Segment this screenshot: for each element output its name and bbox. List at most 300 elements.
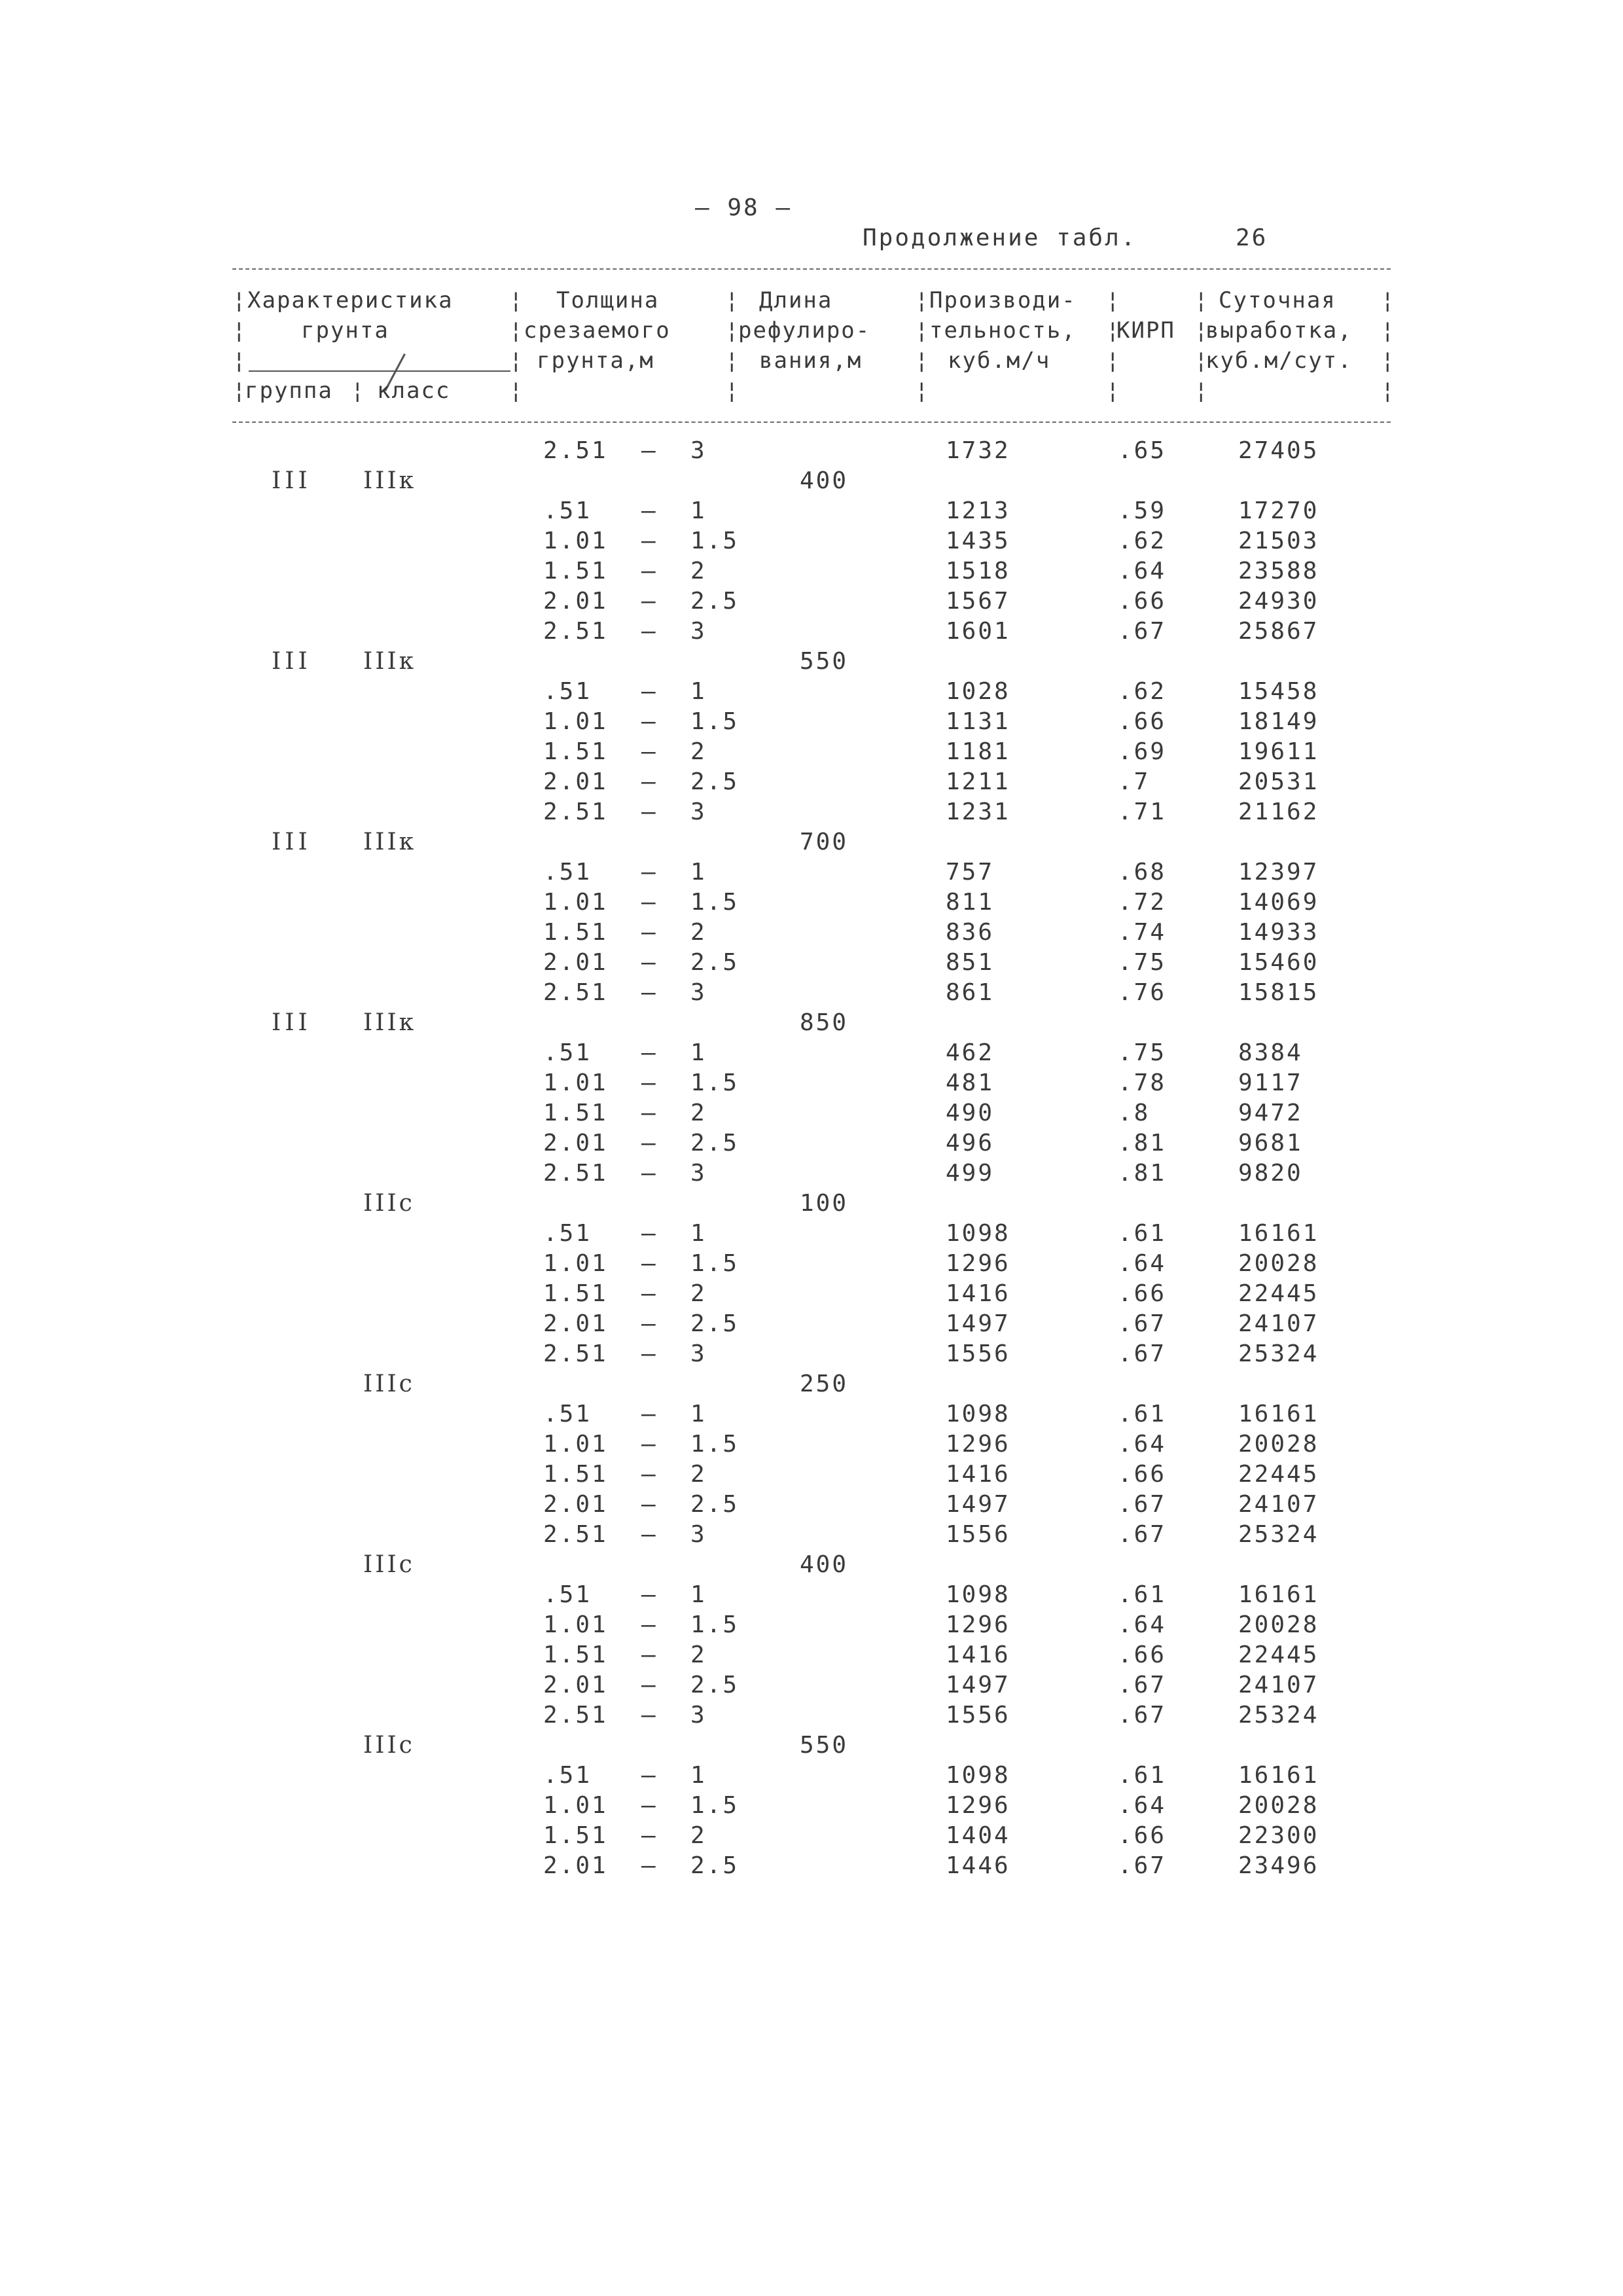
header-soil-label (301, 315, 389, 346)
daily-output: 18149 (1238, 708, 1319, 735)
kirp: .67 (1118, 1491, 1167, 1518)
thickness-from: 2.01 (543, 768, 608, 795)
header-text: тельность, (929, 317, 1077, 344)
thickness-to: 2 (690, 1100, 707, 1126)
thickness-to: 1 (690, 1581, 707, 1608)
daily-output: 24107 (1238, 1491, 1319, 1518)
daily-output: 22300 (1238, 1822, 1319, 1849)
table-row (0, 1100, 1623, 1130)
range-dash: – (641, 1069, 658, 1096)
range-dash: – (641, 1702, 658, 1729)
kirp: .65 (1118, 437, 1167, 464)
column-separator: ¦ ¦ ¦ ¦ (1106, 287, 1120, 404)
thickness-from: 1.51 (543, 1641, 608, 1668)
thickness-to: 2 (690, 738, 707, 765)
productivity: 1098 (946, 1220, 1010, 1247)
table-row (0, 1672, 1623, 1702)
thickness-from: 2.51 (543, 437, 608, 464)
kirp: .74 (1118, 919, 1167, 946)
range-dash: – (641, 798, 658, 825)
thickness-to: 2.5 (690, 949, 740, 976)
thickness-from: 2.51 (543, 618, 608, 645)
productivity: 1098 (946, 1581, 1010, 1608)
thickness-to: 2 (690, 1461, 707, 1488)
soil-class: IIIс (363, 1190, 415, 1217)
range-dash: – (641, 1641, 658, 1668)
productivity: 1131 (946, 708, 1010, 735)
table-row (0, 558, 1623, 588)
range-dash: – (641, 768, 658, 795)
daily-output: 9117 (1238, 1069, 1303, 1096)
productivity: 811 (946, 889, 995, 916)
daily-output: 21162 (1238, 798, 1319, 825)
daily-output: 24107 (1238, 1672, 1319, 1698)
table-row (0, 1401, 1623, 1431)
soil-class: IIIк (363, 648, 417, 675)
header-productivity (929, 285, 1077, 315)
thickness-to: 2.5 (690, 1130, 740, 1157)
thickness-to: 2 (690, 919, 707, 946)
soil-class: IIIк (363, 467, 417, 494)
header-text: выработка, (1205, 317, 1353, 344)
pipeline-length: 850 (800, 1009, 849, 1036)
soil-group: III (272, 467, 312, 494)
soil-group: III (272, 829, 312, 855)
daily-output: 19611 (1238, 738, 1319, 765)
thickness-to: 1.5 (690, 1611, 740, 1638)
table-row (0, 979, 1623, 1009)
column-separator: ¦ ¦ ¦ ¦ (725, 287, 739, 404)
table-row (0, 738, 1623, 768)
daily-output: 20028 (1238, 1792, 1319, 1819)
thickness-from: .51 (543, 678, 592, 705)
range-dash: – (641, 1401, 658, 1427)
range-dash: – (641, 919, 658, 946)
thickness-to: 2.5 (690, 1852, 740, 1879)
range-dash: – (641, 1611, 658, 1638)
header-soil-characteristic (247, 285, 454, 315)
thickness-from: 1.01 (543, 1611, 608, 1638)
daily-output: 22445 (1238, 1641, 1319, 1668)
table-row (0, 1039, 1623, 1069)
header-length-2 (738, 315, 870, 346)
table-row (0, 1762, 1623, 1792)
table-row (0, 1280, 1623, 1310)
kirp: .66 (1118, 588, 1167, 615)
daily-output: 24930 (1238, 588, 1319, 615)
kirp: .61 (1118, 1581, 1167, 1608)
thickness-to: 3 (690, 1702, 707, 1729)
productivity: 1181 (946, 738, 1010, 765)
thickness-to: 1.5 (690, 1250, 740, 1277)
thickness-from: 1.01 (543, 1250, 608, 1277)
table-row (0, 1220, 1623, 1250)
table-row (0, 1822, 1623, 1852)
productivity: 1497 (946, 1310, 1010, 1337)
column-separator: ¦ ¦ ¦ ¦ (1194, 287, 1208, 404)
kirp: .64 (1118, 1792, 1167, 1819)
thickness-from: 1.01 (543, 1431, 608, 1458)
thickness-to: 3 (690, 1521, 707, 1548)
range-dash: – (641, 1039, 658, 1066)
thickness-to: 1 (690, 497, 707, 524)
kirp: .7 (1118, 768, 1150, 795)
header-text: Производи- (929, 287, 1077, 314)
daily-output: 22445 (1238, 1280, 1319, 1307)
header-text: куб.м/ч (948, 348, 1051, 374)
thickness-from: .51 (543, 497, 592, 524)
header-class (377, 376, 450, 406)
kirp: .61 (1118, 1762, 1167, 1789)
daily-output: 20028 (1238, 1611, 1319, 1638)
daily-output: 9681 (1238, 1130, 1303, 1157)
table-number: 26 (1236, 224, 1268, 251)
range-dash: – (641, 1491, 658, 1518)
table-top-rule (232, 268, 1391, 270)
daily-output: 9820 (1238, 1160, 1303, 1187)
table-row (0, 1250, 1623, 1280)
table-row (0, 1461, 1623, 1491)
table-row (0, 588, 1623, 618)
pipeline-length: 250 (800, 1371, 849, 1397)
thickness-from: 1.51 (543, 1100, 608, 1126)
table-row (0, 1310, 1623, 1340)
thickness-from: .51 (543, 1401, 592, 1427)
daily-output: 9472 (1238, 1100, 1303, 1126)
kirp: .67 (1118, 1340, 1167, 1367)
productivity: 1518 (946, 558, 1010, 584)
table-row (0, 798, 1623, 829)
kirp: .76 (1118, 979, 1167, 1006)
daily-output: 15458 (1238, 678, 1319, 705)
table-row (0, 1521, 1623, 1551)
thickness-from: 2.01 (543, 1852, 608, 1879)
thickness-from: 1.51 (543, 1280, 608, 1307)
header-daily-output-2 (1205, 315, 1353, 346)
productivity: 1601 (946, 618, 1010, 645)
thickness-from: 1.01 (543, 708, 608, 735)
header-text: грунта (301, 317, 389, 344)
productivity: 1446 (946, 1852, 1010, 1879)
productivity: 1556 (946, 1702, 1010, 1729)
header-text: рефулиро- (738, 317, 871, 344)
thickness-to: 1 (690, 1762, 707, 1789)
thickness-to: 1 (690, 678, 707, 705)
productivity: 1296 (946, 1792, 1010, 1819)
productivity: 490 (946, 1100, 995, 1126)
thickness-to: 2 (690, 558, 707, 584)
thickness-to: 3 (690, 618, 707, 645)
range-dash: – (641, 1250, 658, 1277)
productivity: 851 (946, 949, 995, 976)
soil-group: III (272, 648, 312, 675)
header-text: Толщина (556, 287, 660, 314)
daily-output: 15460 (1238, 949, 1319, 976)
thickness-to: 1.5 (690, 1431, 740, 1458)
kirp: .66 (1118, 1822, 1167, 1849)
kirp: .81 (1118, 1130, 1167, 1157)
soil-class: IIIс (363, 1551, 415, 1578)
range-dash: – (641, 1581, 658, 1608)
kirp: .68 (1118, 859, 1167, 886)
range-dash: – (641, 1521, 658, 1548)
header-daily-output-3 (1205, 346, 1353, 376)
thickness-to: 2.5 (690, 1310, 740, 1337)
table-row (0, 889, 1623, 919)
header-group (245, 376, 333, 406)
table-row (0, 1702, 1623, 1732)
table-row (0, 949, 1623, 979)
range-dash: – (641, 708, 658, 735)
header-text: вания,м (759, 348, 863, 374)
column-separator: ¦ ¦ ¦ ¦ (1381, 287, 1395, 404)
table-row (0, 1792, 1623, 1822)
productivity: 861 (946, 979, 995, 1006)
thickness-from: 2.51 (543, 979, 608, 1006)
daily-output: 16161 (1238, 1581, 1319, 1608)
table-body (0, 437, 1623, 1882)
thickness-to: 2 (690, 1641, 707, 1668)
range-dash: – (641, 497, 658, 524)
header-kirp (1116, 315, 1175, 346)
pipeline-length: 550 (800, 648, 849, 675)
thickness-from: 2.51 (543, 1160, 608, 1187)
daily-output: 20028 (1238, 1431, 1319, 1458)
thickness-from: 2.51 (543, 1702, 608, 1729)
productivity: 1556 (946, 1521, 1010, 1548)
daily-output: 14933 (1238, 919, 1319, 946)
range-dash: – (641, 979, 658, 1006)
header-productivity-2 (929, 315, 1077, 346)
range-dash: – (641, 949, 658, 976)
kirp: .61 (1118, 1401, 1167, 1427)
soil-class: IIIс (363, 1371, 415, 1397)
kirp: .67 (1118, 1702, 1167, 1729)
kirp: .72 (1118, 889, 1167, 916)
thickness-from: 1.01 (543, 1792, 608, 1819)
kirp: .66 (1118, 1641, 1167, 1668)
table-group-row (0, 1009, 1623, 1039)
productivity: 499 (946, 1160, 995, 1187)
pipeline-length: 550 (800, 1732, 849, 1759)
kirp: .64 (1118, 1250, 1167, 1277)
thickness-to: 3 (690, 437, 707, 464)
continuation-label: Продолжение табл. (863, 224, 1137, 251)
header-text: группа (245, 378, 333, 404)
daily-output: 20531 (1238, 768, 1319, 795)
table-row (0, 1611, 1623, 1641)
table-row (0, 859, 1623, 889)
kirp: .59 (1118, 497, 1167, 524)
thickness-to: 1 (690, 1401, 707, 1427)
thickness-from: 1.51 (543, 1822, 608, 1849)
productivity: 757 (946, 859, 995, 886)
table-row (0, 1641, 1623, 1672)
range-dash: – (641, 1672, 658, 1698)
thickness-from: 1.01 (543, 889, 608, 916)
column-separator: ¦ (351, 378, 365, 404)
header-text: Характеристика (247, 287, 454, 314)
thickness-from: 2.51 (543, 1521, 608, 1548)
table-row (0, 1069, 1623, 1100)
kirp: .66 (1118, 708, 1167, 735)
column-separator: ¦ ¦ ¦ ¦ (509, 287, 523, 404)
productivity: 1732 (946, 437, 1010, 464)
table-group-row (0, 829, 1623, 859)
range-dash: – (641, 528, 658, 554)
kirp: .62 (1118, 678, 1167, 705)
thickness-to: 3 (690, 798, 707, 825)
thickness-from: 2.01 (543, 588, 608, 615)
productivity: 836 (946, 919, 995, 946)
range-dash: – (641, 678, 658, 705)
table-row (0, 1491, 1623, 1521)
table-row (0, 1852, 1623, 1882)
daily-output: 16161 (1238, 1220, 1319, 1247)
header-text: грунта,м (537, 348, 654, 374)
range-dash: – (641, 1431, 658, 1458)
range-dash: – (641, 1280, 658, 1307)
productivity: 1098 (946, 1762, 1010, 1789)
range-dash: – (641, 1160, 658, 1187)
table-row (0, 678, 1623, 708)
table-row (0, 1340, 1623, 1371)
kirp: .71 (1118, 798, 1167, 825)
daily-output: 16161 (1238, 1401, 1319, 1427)
thickness-from: 1.01 (543, 528, 608, 554)
range-dash: – (641, 1792, 658, 1819)
column-separator: ¦ ¦ ¦ ¦ (915, 287, 929, 404)
thickness-from: 2.01 (543, 1310, 608, 1337)
daily-output: 17270 (1238, 497, 1319, 524)
daily-output: 25867 (1238, 618, 1319, 645)
thickness-to: 3 (690, 1160, 707, 1187)
header-text: срезаемого (524, 317, 671, 344)
productivity: 462 (946, 1039, 995, 1066)
table-group-row (0, 467, 1623, 497)
daily-output: 8384 (1238, 1039, 1303, 1066)
range-dash: – (641, 1340, 658, 1367)
thickness-to: 2.5 (690, 588, 740, 615)
thickness-to: 3 (690, 1340, 707, 1367)
header-daily-output (1219, 285, 1336, 315)
thickness-to: 2.5 (690, 1491, 740, 1518)
thickness-to: 1 (690, 1220, 707, 1247)
table-row (0, 618, 1623, 648)
kirp: .75 (1118, 949, 1167, 976)
range-dash: – (641, 1762, 658, 1789)
thickness-to: 1.5 (690, 1792, 740, 1819)
range-dash: – (641, 588, 658, 615)
kirp: .78 (1118, 1069, 1167, 1096)
table-row (0, 1130, 1623, 1160)
kirp: .67 (1118, 1852, 1167, 1879)
header-length (759, 285, 832, 315)
header-length-3 (759, 346, 862, 376)
table-header-rule (232, 422, 1391, 423)
header-text: Суточная (1219, 287, 1336, 314)
daily-output: 21503 (1238, 528, 1319, 554)
header-text: класс (377, 378, 451, 404)
table-row (0, 1581, 1623, 1611)
table-group-row (0, 1190, 1623, 1220)
productivity: 1028 (946, 678, 1010, 705)
thickness-to: 3 (690, 979, 707, 1006)
soil-class: IIIс (363, 1732, 415, 1759)
daily-output: 16161 (1238, 1762, 1319, 1789)
thickness-from: .51 (543, 1220, 592, 1247)
range-dash: – (641, 558, 658, 584)
productivity: 1416 (946, 1280, 1010, 1307)
range-dash: – (641, 437, 658, 464)
kirp: .69 (1118, 738, 1167, 765)
thickness-to: 2 (690, 1280, 707, 1307)
thickness-to: 1 (690, 859, 707, 886)
thickness-to: 1.5 (690, 708, 740, 735)
table-group-row (0, 1551, 1623, 1581)
kirp: .8 (1118, 1100, 1150, 1126)
kirp: .75 (1118, 1039, 1167, 1066)
thickness-from: .51 (543, 859, 592, 886)
header-text: Длина (759, 287, 833, 314)
thickness-to: 1.5 (690, 528, 740, 554)
table-row (0, 528, 1623, 558)
thickness-from: .51 (543, 1581, 592, 1608)
productivity: 496 (946, 1130, 995, 1157)
productivity: 1404 (946, 1822, 1010, 1849)
daily-output: 27405 (1238, 437, 1319, 464)
thickness-from: 2.51 (543, 798, 608, 825)
thickness-from: .51 (543, 1762, 592, 1789)
thickness-from: 1.51 (543, 738, 608, 765)
table-group-row (0, 1371, 1623, 1401)
thickness-from: 1.51 (543, 558, 608, 584)
header-thickness (556, 285, 659, 315)
productivity: 1416 (946, 1641, 1010, 1668)
thickness-from: 1.51 (543, 919, 608, 946)
kirp: .67 (1118, 1521, 1167, 1548)
kirp: .64 (1118, 1431, 1167, 1458)
column-separator: ¦ ¦ ¦ ¦ (232, 287, 246, 404)
kirp: .61 (1118, 1220, 1167, 1247)
thickness-from: 1.51 (543, 1461, 608, 1488)
productivity: 1416 (946, 1461, 1010, 1488)
kirp: .66 (1118, 1461, 1167, 1488)
page-number: – 98 – (695, 194, 793, 221)
productivity: 1497 (946, 1491, 1010, 1518)
range-dash: – (641, 1130, 658, 1157)
range-dash: – (641, 738, 658, 765)
thickness-from: 2.01 (543, 949, 608, 976)
daily-output: 25324 (1238, 1702, 1319, 1729)
productivity: 1567 (946, 588, 1010, 615)
daily-output: 24107 (1238, 1310, 1319, 1337)
thickness-to: 1.5 (690, 889, 740, 916)
range-dash: – (641, 618, 658, 645)
table-row (0, 437, 1623, 467)
table-group-row (0, 648, 1623, 678)
range-dash: – (641, 1220, 658, 1247)
daily-output: 15815 (1238, 979, 1319, 1006)
productivity: 1231 (946, 798, 1010, 825)
kirp: .64 (1118, 558, 1167, 584)
kirp: .81 (1118, 1160, 1167, 1187)
range-dash: – (641, 1461, 658, 1488)
productivity: 1296 (946, 1250, 1010, 1277)
table-group-row (0, 1732, 1623, 1762)
daily-output: 23496 (1238, 1852, 1319, 1879)
table-row (0, 1431, 1623, 1461)
